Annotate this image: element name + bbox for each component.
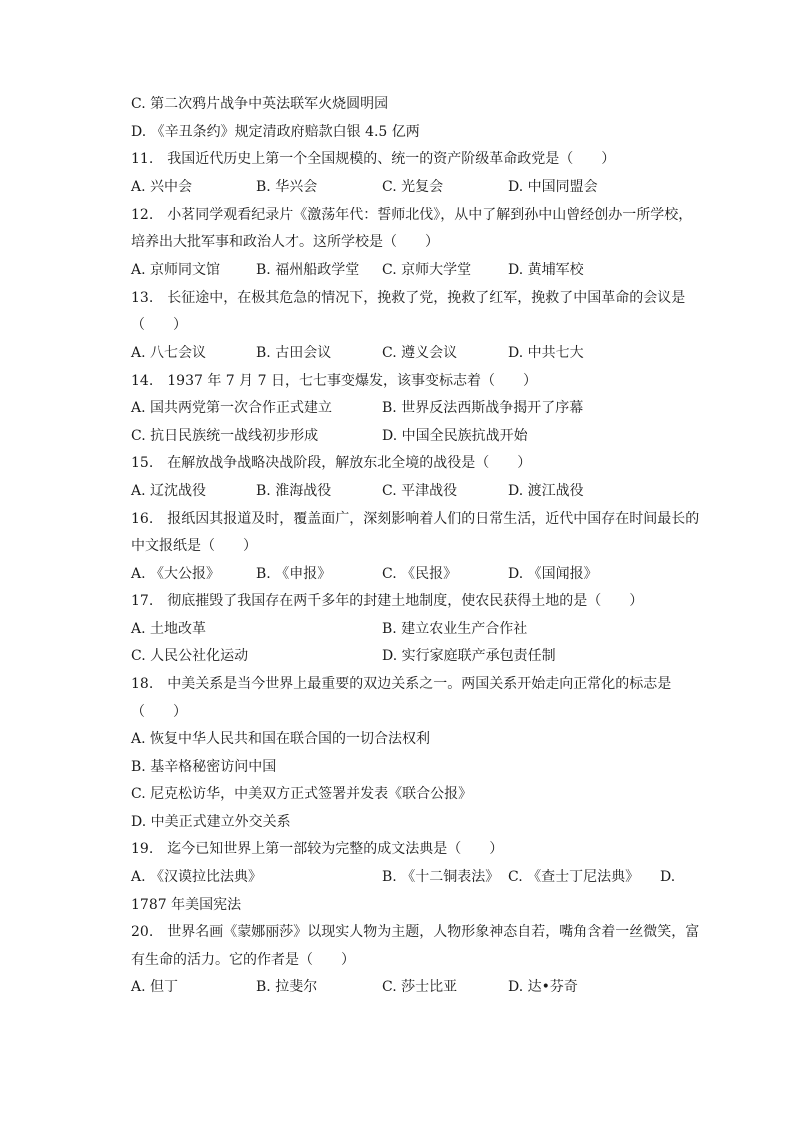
q17-option-d: D. 实行家庭联产承包责任制 (382, 648, 556, 664)
q19-option-c: C. 《查士丁尼法典》 (508, 869, 640, 885)
q17-option-a: A. 土地改革 (131, 621, 207, 637)
q11-option-a: A. 兴中会 (131, 179, 193, 195)
q13-option-a: A. 八七会议 (131, 345, 207, 361)
q14-option-d: D. 中国全民族抗战开始 (382, 428, 528, 444)
q18-option-a: A. 恢复中华人民共和国在联合国的一切合法权利 (131, 731, 431, 747)
q14-option-b: B. 世界反法西斯战争揭开了序幕 (382, 400, 584, 416)
question-11: 11. 我国近代历史上第一个全国规模的、统一的资产阶级革命政党是（ ） (131, 151, 616, 167)
q15-option-a: A. 辽沈战役 (131, 483, 207, 499)
q13-option-b: B. 古田会议 (256, 345, 332, 361)
question-12-line2: 培养出大批军事和政治人才。这所学校是（ ） (131, 234, 439, 250)
q12-option-b: B. 福州船政学堂 (256, 262, 360, 278)
q16-option-c: C. 《民报》 (382, 566, 458, 582)
question-19: 19. 迄今已知世界上第一部较为完整的成文法典是（ ） (131, 841, 504, 857)
option-c-text: C. 第二次鸦片战争中英法联军火烧圆明园 (131, 96, 389, 112)
q14-option-a: A. 国共两党第一次合作正式建立 (131, 400, 333, 416)
question-16-line2: 中文报纸是（ ） (131, 538, 257, 554)
question-12-line1: 12. 小茗同学观看纪录片《激荡年代：誓师北伐》，从中了解到孙中山曾经创办一所学校， (131, 207, 693, 223)
question-15: 15. 在解放战争战略决战阶段，解放东北全境的战役是（ ） (131, 455, 532, 471)
question-18-line2: （ ） (131, 704, 187, 720)
q20-option-d: D. 达•芬奇 (508, 979, 578, 995)
q16-option-d: D. 《国闻报》 (508, 566, 598, 582)
q20-option-a: A. 但丁 (131, 979, 179, 995)
q18-option-d: D. 中美正式建立外交关系 (131, 814, 291, 830)
q19-option-d-continued: 1787 年美国宪法 (131, 897, 242, 913)
question-16-line1: 16. 报纸因其报道及时，覆盖面广，深刻影响着人们的日常生活，近代中国存在时间最长的 (131, 511, 700, 527)
question-14: 14. 1937 年 7 月 7 日，七七事变爆发，该事变标志着（ ） (131, 373, 537, 389)
question-18-line1: 18. 中美关系是当今世界上最重要的双边关系之一。两国关系开始走向正常化的标志是 (131, 676, 672, 692)
q15-option-c: C. 平津战役 (382, 483, 458, 499)
q18-option-b: B. 基辛格秘密访问中国 (131, 759, 277, 775)
question-13-line2: （ ） (131, 317, 187, 333)
q14-option-c: C. 抗日民族统一战线初步形成 (131, 428, 319, 444)
question-20-line1: 20. 世界名画《蒙娜丽莎》以现实人物为主题，人物形象神态自若，嘴角含着一丝微笑，富 (131, 924, 700, 940)
q13-option-c: C. 遵义会议 (382, 345, 458, 361)
option-d-text: D. 《辛丑条约》规定清政府赔款白银 4.5 亿两 (131, 124, 420, 140)
q17-option-c: C. 人民公社化运动 (131, 648, 249, 664)
q15-option-d: D. 渡江战役 (508, 483, 584, 499)
q13-option-d: D. 中共七大 (508, 345, 584, 361)
q11-option-b: B. 华兴会 (256, 179, 318, 195)
q11-option-c: C. 光复会 (382, 179, 444, 195)
q16-option-a: A. 《大公报》 (131, 566, 221, 582)
question-20-line2: 有生命的活力。它的作者是（ ） (131, 952, 355, 968)
q19-option-d: D. (660, 869, 676, 885)
q19-option-b: B. 《十二铜表法》 (382, 869, 500, 885)
question-17: 17. 彻底摧毁了我国存在两千多年的封建土地制度，使农民获得土地的是（ ） (131, 593, 644, 609)
q11-option-d: D. 中国同盟会 (508, 179, 598, 195)
question-13-line1: 13. 长征途中，在极其危急的情况下，挽救了党，挽救了红军，挽救了中国革命的会议是 (131, 290, 686, 306)
q20-option-b: B. 拉斐尔 (256, 979, 318, 995)
q12-option-d: D. 黄埔军校 (508, 262, 584, 278)
q15-option-b: B. 淮海战役 (256, 483, 332, 499)
q19-option-a: A. 《汉谟拉比法典》 (131, 869, 263, 885)
q20-option-c: C. 莎士比亚 (382, 979, 458, 995)
q17-option-b: B. 建立农业生产合作社 (382, 621, 528, 637)
q16-option-b: B. 《申报》 (256, 566, 332, 582)
q12-option-a: A. 京师同文馆 (131, 262, 221, 278)
q18-option-c: C. 尼克松访华，中美双方正式签署并发表《联合公报》 (131, 786, 473, 802)
q12-option-c: C. 京师大学堂 (382, 262, 472, 278)
